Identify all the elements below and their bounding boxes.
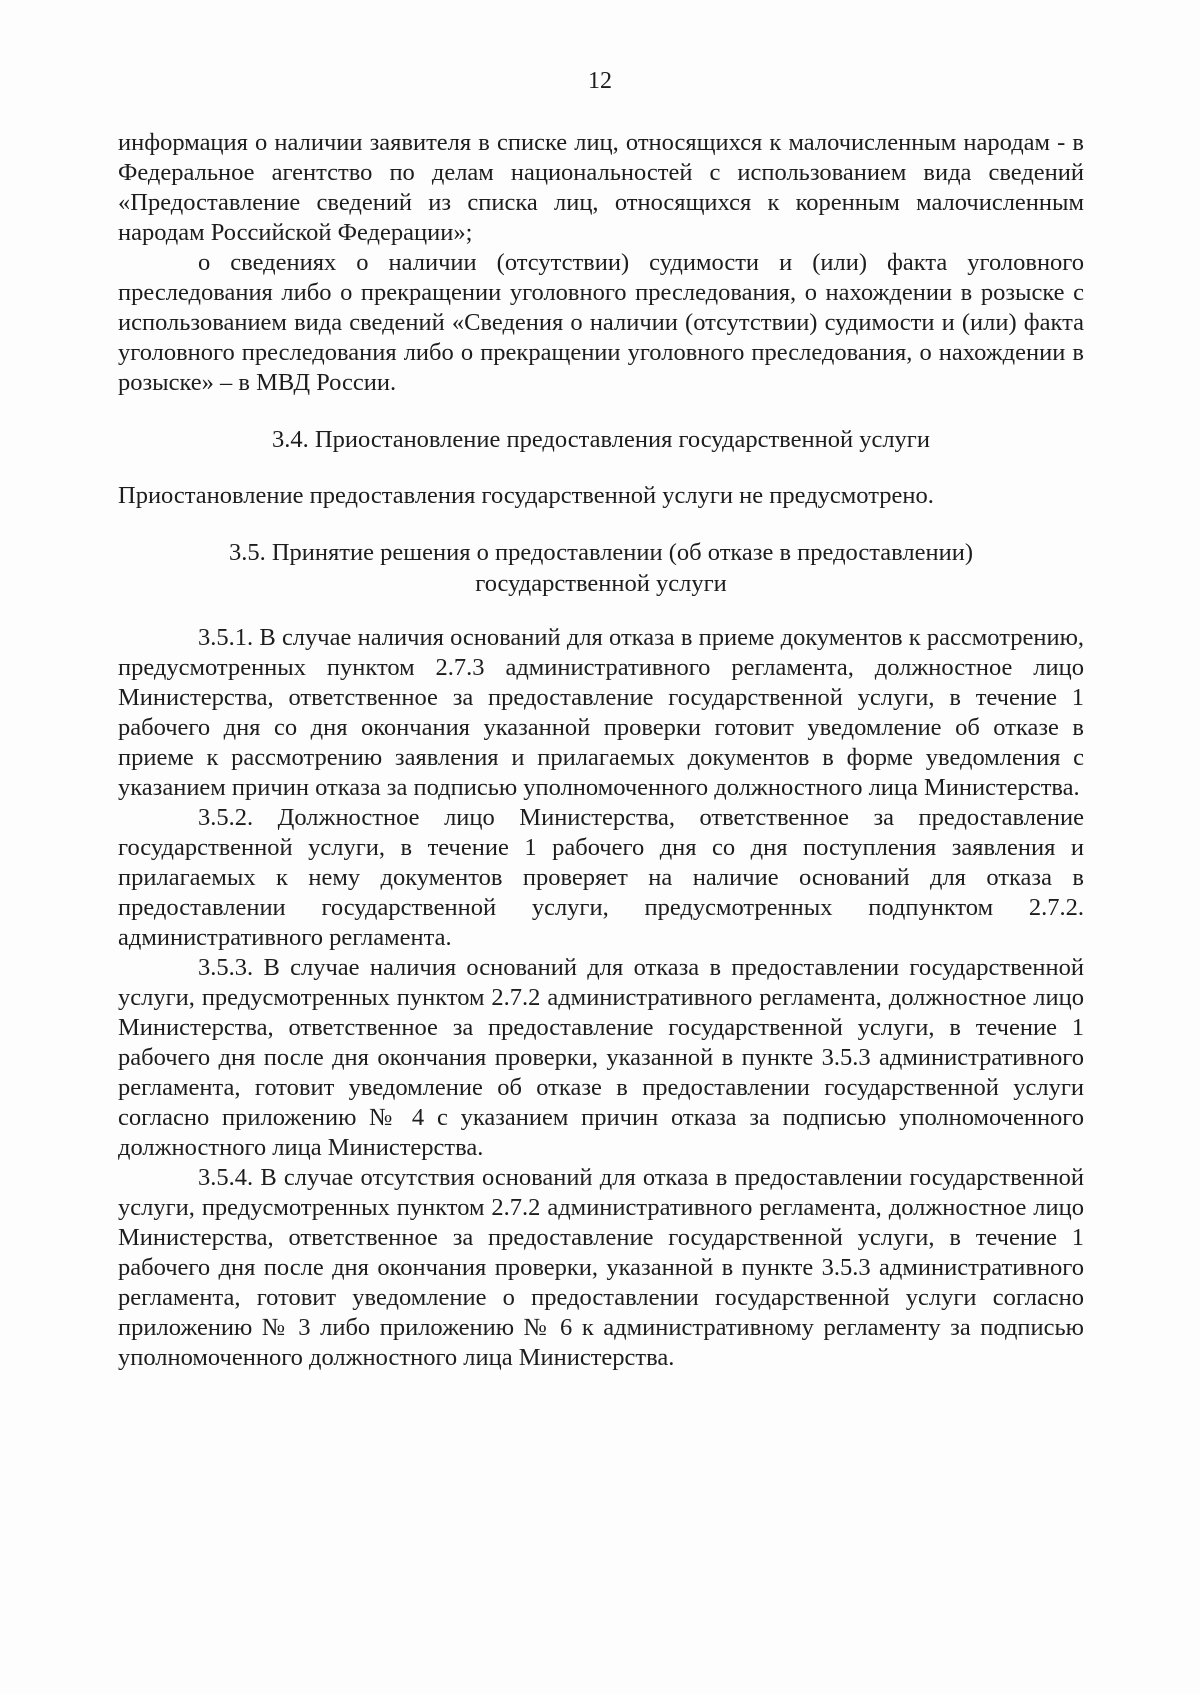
document-body [118, 128, 1084, 1373]
section-3-5-heading-line1: 3.5. Принятие решения о предоставлении (об отказе в предоставлении) [228, 539, 974, 566]
paragraph-small-peoples-info: информация о наличии заявителя в списке лиц, относящихся к малочисленным народам - в Федеральное агентство по делам национальностей с использованием вида сведений «Предоставление сведений из списка лиц, относящихся к коренным малочисленным народам Российской Федерации»; [118, 129, 1084, 246]
paragraph-criminal-record-info: о сведениях о наличии (отсутствии) судимости и (или) факта уголовного преследования либо о прекращении уголовного преследования, о нахождении в розыске с использованием вида сведений «Сведения о наличии (отсутствии) судимости и (или) факта уголовного преследования либо о прекращении уголовного преследования, о нахождении в розыске» – в МВД России. [118, 249, 1084, 396]
paragraph-3-5-3: 3.5.3. В случае наличия оснований для отказа в предоставлении государственной услуги, предусмотренных пунктом 2.7.2 административного регламента, должностное лицо Министерства, ответственное за предоставление государственной услуги, в течение 1 рабочего дня после дня окончания проверки, указанной в пункте 3.5.3 административного регламента, готовит уведомление об отказе в предоставлении государственной услуги согласно приложению № 4 с указанием причин отказа за подписью уполномоченного должностного лица Министерства. [118, 954, 1084, 1161]
section-3-5-heading [118, 537, 1084, 599]
paragraph-3-5-4: 3.5.4. В случае отсутствия оснований для отказа в предоставлении государственной услуги, предусмотренных пунктом 2.7.2 административного регламента, должностное лицо Министерства, ответственное за предоставление государственной услуги, в течение 1 рабочего дня после дня окончания проверки, указанной в пункте 3.5.3 административного регламента, готовит уведомление о предоставлении государственной услуги согласно приложению № 3 либо приложению № 6 к административному регламенту за подписью уполномоченного должностного лица Министерства. [118, 1164, 1084, 1371]
page-number: 12 [588, 68, 612, 94]
section-3-4-text: Приостановление предоставления государственной услуги не предусмотрено. [118, 482, 934, 509]
paragraph-3-5-2: 3.5.2. Должностное лицо Министерства, ответственное за предоставление государственной услуги, в течение 1 рабочего дня со дня поступления заявления и прилагаемых к нему документов проверяет на наличие оснований для отказа в предоставлении государственной услуги, предусмотренных подпунктом 2.7.2. административного регламента. [118, 804, 1084, 951]
paragraph-3-5-1: 3.5.1. В случае наличия оснований для отказа в приеме документов к рассмотрению, предусмотренных пунктом 2.7.3 административного регламента, должностное лицо Министерства, ответственное за предоставление государственной услуги, в течение 1 рабочего дня со дня окончания указанной проверки готовит уведомление об отказе в приеме к рассмотрению заявления и прилагаемых документов в форме уведомления с указанием причин отказа за подписью уполномоченного должностного лица Министерства. [118, 624, 1084, 801]
section-3-5-heading-line2: государственной услуги [475, 570, 727, 597]
section-3-4-heading: 3.4. Приостановление предоставления государственной услуги [272, 426, 930, 453]
